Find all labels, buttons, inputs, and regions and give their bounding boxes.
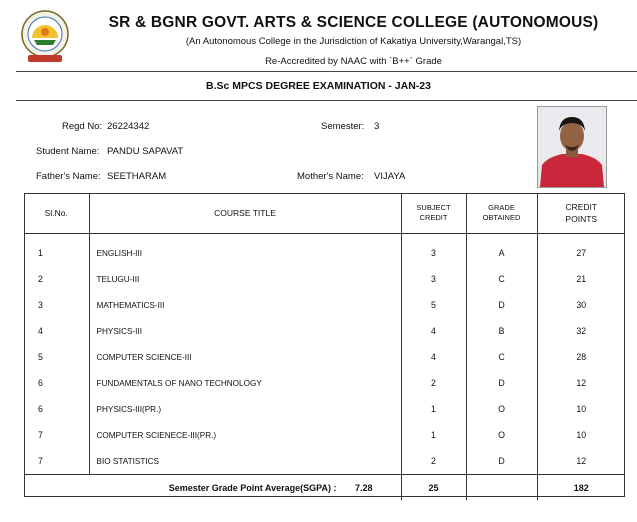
header-grade-obtained [466, 193, 537, 234]
row-grade: A [466, 234, 537, 267]
row-subject-credit: 4 [401, 318, 466, 344]
total-points: 182 [537, 475, 625, 501]
regd-value: 26224342 [107, 121, 150, 132]
accreditation-text: Re-Accredited by NAAC with `B++` Grade [265, 56, 442, 67]
row-course-title: PHYSICS-III [89, 318, 401, 344]
row-credit-points: 30 [537, 292, 625, 318]
row-credit-points: 10 [537, 396, 625, 422]
row-grade: D [466, 292, 537, 318]
row-credit-points: 21 [537, 266, 625, 292]
row-slno: 2 [38, 274, 43, 284]
sgpa-value: 7.28 [354, 482, 373, 493]
header-slno: Sl.No. [24, 193, 89, 234]
table-row [24, 292, 625, 318]
row-grade: O [466, 422, 537, 448]
college-name: SR & BGNR GOVT. ARTS & SCIENCE COLLEGE (AUTONOMOUS) [108, 14, 599, 31]
row-slno: 1 [38, 248, 43, 258]
row-credit-points: 12 [537, 370, 625, 396]
row-grade: O [466, 396, 537, 422]
sgpa-label: Semester Grade Point Average(SGPA) : [168, 482, 337, 493]
total-credit: 25 [401, 475, 466, 501]
college-logo [20, 8, 70, 66]
father-name-label: Father's Name: [36, 171, 101, 182]
row-subject-credit: 3 [401, 234, 466, 267]
mother-name-value: VIJAYA [374, 171, 406, 182]
student-name-value: PANDU SAPAVAT [107, 146, 184, 157]
row-course-title: COMPUTER SCIENECE-III(PR.) [89, 422, 401, 448]
row-grade: C [466, 344, 537, 370]
table-row [24, 370, 625, 396]
row-subject-credit: 4 [401, 344, 466, 370]
father-name-value: SEETHARAM [107, 171, 167, 182]
header-subject-credit-line2: CREDIT [419, 213, 448, 222]
header-subject-credit-line1: SUBJECT [416, 203, 451, 212]
row-course-title: COMPUTER SCIENCE-III [89, 344, 401, 370]
table-row [24, 266, 625, 292]
row-credit-points: 10 [537, 422, 625, 448]
header-divider-top [16, 71, 637, 72]
student-name-label: Student Name: [36, 146, 100, 157]
table-row [24, 396, 625, 422]
row-grade: D [466, 370, 537, 396]
student-photo [537, 106, 607, 188]
header-course-title: COURSE TITLE [89, 193, 401, 234]
row-grade: D [466, 448, 537, 475]
row-subject-credit: 5 [401, 292, 466, 318]
sgpa-row [24, 475, 625, 501]
marks-table [24, 193, 625, 500]
header-subject-credit [401, 193, 466, 234]
table-row [24, 448, 625, 475]
row-subject-credit: 1 [401, 422, 466, 448]
row-grade: C [466, 266, 537, 292]
header-grade-line1: GRADE [488, 203, 515, 212]
row-course-title: TELUGU-III [89, 266, 401, 292]
row-slno: 7 [38, 456, 43, 466]
row-subject-credit: 2 [401, 370, 466, 396]
row-slno: 7 [38, 430, 43, 440]
semester-value: 3 [374, 121, 380, 132]
header-divider-bottom [16, 100, 637, 101]
header-credit-points [537, 193, 625, 234]
empty-grade-cell [466, 475, 537, 501]
mother-name-label: Mother's Name: [297, 171, 364, 182]
row-slno: 4 [38, 326, 43, 336]
row-course-title: FUNDAMENTALS OF NANO TECHNOLOGY [89, 370, 401, 396]
row-credit-points: 27 [537, 234, 625, 267]
table-row [24, 344, 625, 370]
table-body [24, 234, 625, 475]
sgpa-cell [24, 475, 401, 501]
row-subject-credit: 1 [401, 396, 466, 422]
table-row [24, 234, 625, 267]
row-course-title: MATHEMATICS-III [89, 292, 401, 318]
row-course-title: PHYSICS-III(PR.) [89, 396, 401, 422]
semester-label: Semester: [321, 121, 365, 132]
row-slno: 5 [38, 352, 43, 362]
row-slno: 6 [38, 378, 43, 388]
row-credit-points: 32 [537, 318, 625, 344]
row-grade: B [466, 318, 537, 344]
row-subject-credit: 2 [401, 448, 466, 475]
header-grade-line2: OBTAINED [482, 213, 521, 222]
table-header-row [24, 193, 625, 234]
table-row [24, 422, 625, 448]
header-credit-points-line2: POINTS [565, 214, 598, 224]
row-course-title: BIO STATISTICS [89, 448, 401, 475]
row-slno: 3 [38, 300, 43, 310]
row-course-title: ENGLISH-III [89, 234, 401, 267]
row-credit-points: 28 [537, 344, 625, 370]
table-row [24, 318, 625, 344]
header-credit-points-line1: CREDIT [565, 202, 598, 212]
regd-label: Regd No: [62, 121, 103, 132]
exam-title: B.Sc MPCS DEGREE EXAMINATION - JAN-23 [205, 80, 431, 92]
row-credit-points: 12 [537, 448, 625, 475]
row-slno: 6 [38, 404, 43, 414]
row-subject-credit: 3 [401, 266, 466, 292]
affiliation-text: (An Autonomous College in the Jurisdiction of Kakatiya University,Warangal,TS) [185, 36, 522, 47]
